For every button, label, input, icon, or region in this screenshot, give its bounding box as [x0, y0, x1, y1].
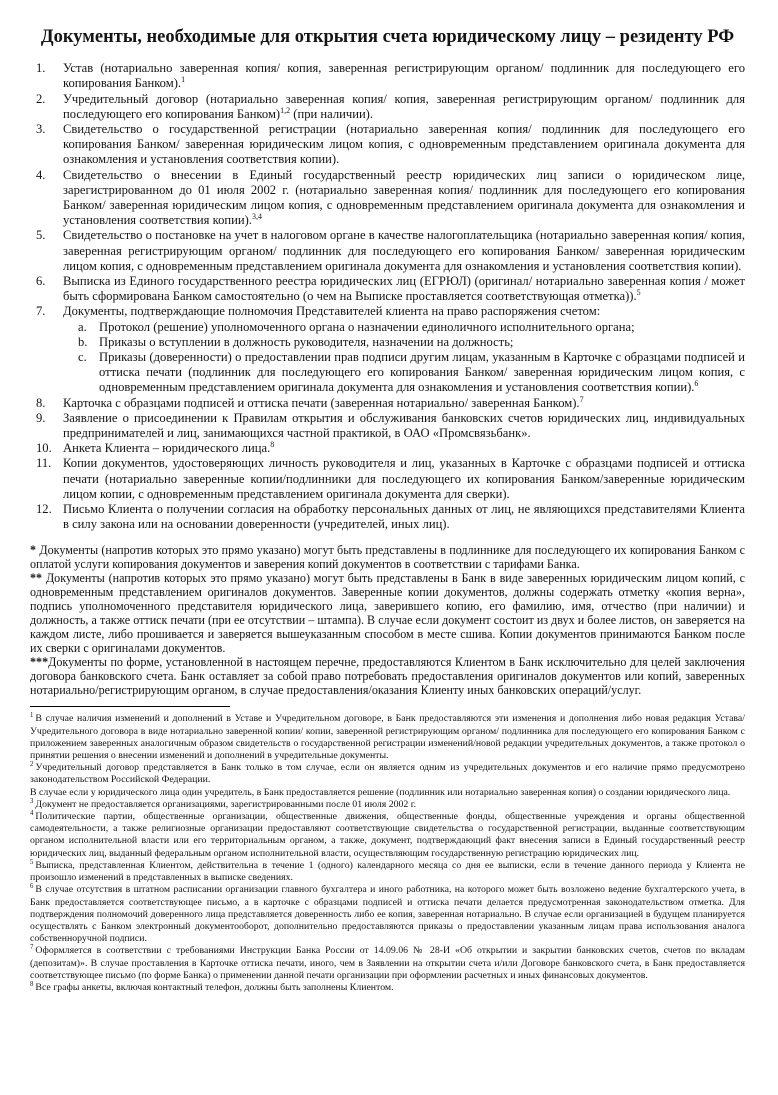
list-item-number: 2. [36, 91, 46, 106]
asterisk-marker: ** [30, 571, 46, 586]
list-item-1 [36, 61, 745, 91]
footnote-ref: 5 [636, 288, 641, 298]
note-double-asterisk [30, 572, 745, 655]
footnote-mark: 7 [30, 944, 34, 952]
list-item-number: 6. [36, 274, 46, 289]
sub-item-text: Протокол (решение) уполномоченного органа о назначении единоличного исполнительного органа; [99, 319, 635, 334]
list-item-5 [36, 228, 745, 274]
list-item-number: 1. [36, 61, 46, 76]
sub-item-letter: c. [78, 350, 87, 365]
footnote-text: Политические партии, общественные организации, общественные движения, общественные фонды, общественные учреждения и органы общественной самодеятельности, а также религиозные организации предоставляют соответствующие свидетельства о государственной регистрации, выданные соответствующим органом исполнительной власти или его территориальным органом, а также, документ, подтверждающий факт внесения записи в Единый государственный реестр юридических лиц, выданный федеральным органом исполнительной власти, осуществляющим государственную регистрацию юридических лиц. [30, 811, 745, 859]
footnote-text: В случае если у юридического лица один учредитель, в Банк предоставляется решение (подлинник или нотариально заверенная копия) о создании юридического лица. [30, 786, 731, 798]
sub-item-letter: b. [78, 334, 88, 349]
footnote-text: Документ не предоставляется организациями, зарегистрированными после 01 июля 2002 г. [35, 798, 417, 810]
sub-item-letter: a. [78, 319, 87, 334]
sub-item-text: Приказы о вступлении в должность руководителя, назначении на должность; [99, 334, 514, 349]
list-item-number: 7. [36, 304, 46, 319]
sub-item-text: Приказы (доверенности) о предоставлении прав подписи другим лицам, указанным в Карточке с образцами подписей и оттиска печати (подлинник для последующего его копирования Банком/ заверенная юридическим лицом копия, с одновременным представлением оригинала документа для ознакомления и установления соответствия копии). [99, 350, 745, 395]
list-item-text: Выписка из Единого государственного реестра юридических лиц (ЕГРЮЛ) (оригинал/ нотариально заверенная копия / может быть сформирована Банком самостоятельно (о чем на Выписке проставляется соответствующая отметка)). [63, 274, 745, 304]
footnote-text: В случае наличия изменений и дополнений в Уставе и Учредительном договоре, в Банк предоставляются эти изменения и дополнения либо новая редакция Устава/Учредительного договора в виде нотариально заверенной копии/ копии, заверенной регистрирующим органом/ подлинника для последующего его копирования Банком с приложением заверенных аналогичным образом свидетельств о государственной регистрации изменений/новой редакции учредительных документов, а также протокол о принятии решения о внесении изменений и дополнений в учредительные документы. [30, 713, 745, 762]
note-text: Документы (напротив которых это прямо указано) могут быть представлены в подлиннике для последующего их копирования Банком с оплатой услуги копирования документов и заверения копий документов в соответствии с тарифами Банка. [30, 543, 746, 572]
footnote-ref: 6 [694, 379, 699, 389]
footnote-text: Оформляется в соответствии с требованиями Инструкции Банка России от 14.09.06 № 28-И «Об открытии и закрытии банковских счетов, счетов по вкладам (депозитам)». В случае проставления в Карточке оттиска печати, иного, чем в Заявлении на открытии счета и/или Договоре банковского счета, в Банк предоставляется соответствующее письмо (по форме Банка) о применении данной печати организации при оформлении расчетных и иных финансовых документов. [30, 945, 745, 981]
footnote-text: Учредительный договор представляется в Банк только в том случае, если он является одним из учредительных документов и его наличие прямо предусмотрено законодательством Российской Федерации. [30, 762, 745, 786]
footnote-text: В случае отсутствия в штатном расписании организации главного бухгалтера и иного работника, на которого может быть возложено ведение бухгалтерского учета, в Банк предоставляется соответствующее письмо, а в карточке с образцами подписей и оттиска печати делается предусмотренная законодательством отметка. Для подтверждения полномочий доверенного лица представляется доверенность либо ее копия, заверенная нотариально. В случае если организацией в будущем планируется осуществлять с Банком электронный документооборот, дополнительно предоставляются приказы о предоставлении указанным лицам права использования аналога собственноручной подписи. [30, 884, 745, 945]
footnote-text: Все графы анкеты, включая контактный телефон, должны быть заполнены Клиентом. [35, 981, 394, 993]
footnote-ref: 8 [270, 440, 275, 450]
list-item-number: 3. [36, 122, 46, 136]
list-item-6 [36, 274, 745, 304]
list-item-text: Письмо Клиента о получении согласия на обработку персональных данных от лиц, не являющихся представителями Клиента в силу закона или на основании доверенности (учредителей, иных лиц). [63, 502, 745, 532]
footnote-1 [30, 713, 745, 762]
document-list [30, 61, 745, 532]
footnote-8 [30, 982, 745, 994]
note-text: Документы по форме, установленной в настоящем перечне, предоставляются Клиентом в Банк исключительно для целей заключения договора банковского счета. Банк оставляет за собой право потребовать предоставления оригиналов документов или копий, заверенных нотариально/регистрирующим органом, в случае предоставления/оказания Клиенту иных банковских операций/услуг. [30, 654, 745, 697]
sub-list-item-b [78, 334, 745, 350]
list-item-10 [36, 440, 745, 456]
footnote-mark: 3 [30, 797, 34, 805]
list-item-number: 8. [36, 395, 46, 410]
list-item-2 [36, 91, 745, 122]
note-single-asterisk [30, 544, 745, 572]
list-item-text: Заявление о присоединении к Правилам открытия и обслуживания банковских счетов юридических лиц, индивидуальных предпринимателей и лиц, занимающихся частной практикой, в ОАО «Промсвязьбанк». [63, 410, 745, 441]
sub-list-item-a [78, 319, 745, 335]
list-item-8 [36, 394, 745, 411]
list-item-text: Свидетельство о постановке на учет в налоговом органе в качестве налогоплательщика (нотариально заверенная копия/ копия, заверенная регистрирующим органом/ подлинник для последующего его копирования Банком/ заверенная юридическим лицом копия, с одновременным представлением оригинала документа для ознакомления и установления соответствия копии). [63, 228, 745, 273]
list-item-7 [36, 304, 745, 319]
list-item-4 [36, 167, 745, 229]
footnote-6 [30, 884, 745, 945]
list-item-number: 10. [36, 441, 52, 456]
list-item-number: 5. [36, 228, 46, 243]
list-item-text: Учредительный договор (нотариально заверенная копия/ копия, заверенная регистрирующим органом/ подлинник для последующего его копирования Банком) [63, 91, 745, 121]
list-item-number: 11. [36, 456, 52, 471]
footnote-ref: 1,2 [280, 105, 291, 115]
list-item-9 [36, 410, 745, 441]
asterisk-marker: * [30, 543, 40, 558]
footnote-separator [30, 706, 230, 707]
note-text: Документы (напротив которых это прямо указано) могут быть представлены в Банк в виде заверенных юридическим лицом копий, с одновременным представлением оригиналов документов. Заверенные копии документов, должны содержать отметку «копия верна», подпись уполномоченного представителя юридического лица, заверившего копию, его фамилию, имя, отчество (при наличии) и должность, а также оттиск печати (при ее отсутствии – штампа). В случае если документ состоит из двух и более листов, он заверяется на каждом листе, либо прошивается и заверяется вышеуказанным способом в месте сшива. Копии документов принимаются Банком после их сверки с оригиналами документов. [30, 571, 745, 655]
footnote-mark: 1 [30, 712, 34, 720]
note-triple-asterisk [30, 656, 745, 698]
page-title: Документы, необходимые для открытия счета юридическому лицу – резиденту РФ [40, 27, 735, 47]
footnote-3 [30, 799, 745, 811]
footnote-mark: 4 [30, 809, 34, 817]
list-item-text: Документы, подтверждающие полномочия Представителей клиента на право распоряжения счетом: [63, 304, 601, 319]
list-item-3 [36, 122, 745, 168]
sub-list-item-c [78, 350, 745, 396]
list-item-text: Устав (нотариально заверенная копия/ копия, заверенная регистрирующим органом/ подлинник для последующего его копирования Банком). [63, 61, 745, 91]
footnote-mark: 2 [30, 761, 34, 768]
list-item-number: 4. [36, 167, 46, 182]
footnote-ref: 7 [579, 394, 584, 404]
footnotes-section [30, 713, 745, 994]
list-item-tail: (при наличии). [290, 106, 374, 121]
footnote-4 [30, 811, 745, 860]
list-item-12 [36, 502, 745, 532]
list-item-text: Свидетельство о внесении в Единый государственный реестр юридических лиц записи о юридическом лице, зарегистрированном до 01 июля 2002 г. (нотариально заверенная копия/ подлинник для последующего его копирования Банком/ заверенная юридическим лицом копия, с одновременным представлением оригинала документа для ознакомления и установления соответствия копии). [63, 167, 745, 228]
footnote-text: Выписка, представленная Клиентом, действительна в течение 1 (одного) календарного месяца со дня ее выписки, если в течение данного периода у Клиента не произошло изменений в представленных в выписке сведениях. [30, 859, 745, 884]
footnote-5 [30, 860, 745, 884]
footnote-7 [30, 945, 745, 982]
list-item-number: 9. [36, 410, 46, 425]
footnote-mark: 8 [30, 980, 34, 988]
list-item-number: 12. [36, 502, 52, 517]
footnote-mark: 5 [30, 858, 34, 866]
list-item-text: Копии документов, удостоверяющих личность руководителя и лиц, указанных в Карточке с образцами подписей и оттиска печати (нотариально заверенные копии/подлинники для последующего их копирования Банком/заверенные юридическим лицом копии, с одновременным представлением оригинала документа для сверки). [63, 456, 745, 501]
footnote-2 [30, 762, 745, 786]
list-item-text: Карточка с образцами подписей и оттиска печати (заверенная нотариально/ заверенная Банком). [63, 395, 580, 410]
asterisk-marker: *** [30, 654, 49, 669]
footnote-ref: 1 [181, 75, 186, 85]
footnote-2-continued [30, 787, 745, 799]
notes-section [30, 544, 745, 697]
list-item-11 [36, 456, 745, 502]
list-item-text: Свидетельство о государственной регистрации (нотариально заверенная копия/ подлинник для последующего его копирования Банком/ заверенная юридическим лицом копия, с одновременным представлением оригинала документа для ознакомления и установления соответствия копии). [63, 122, 745, 167]
list-item-text: Анкета Клиента – юридического лица. [63, 441, 271, 456]
footnote-mark: 6 [30, 883, 34, 891]
footnote-ref: 3,4 [251, 212, 262, 222]
